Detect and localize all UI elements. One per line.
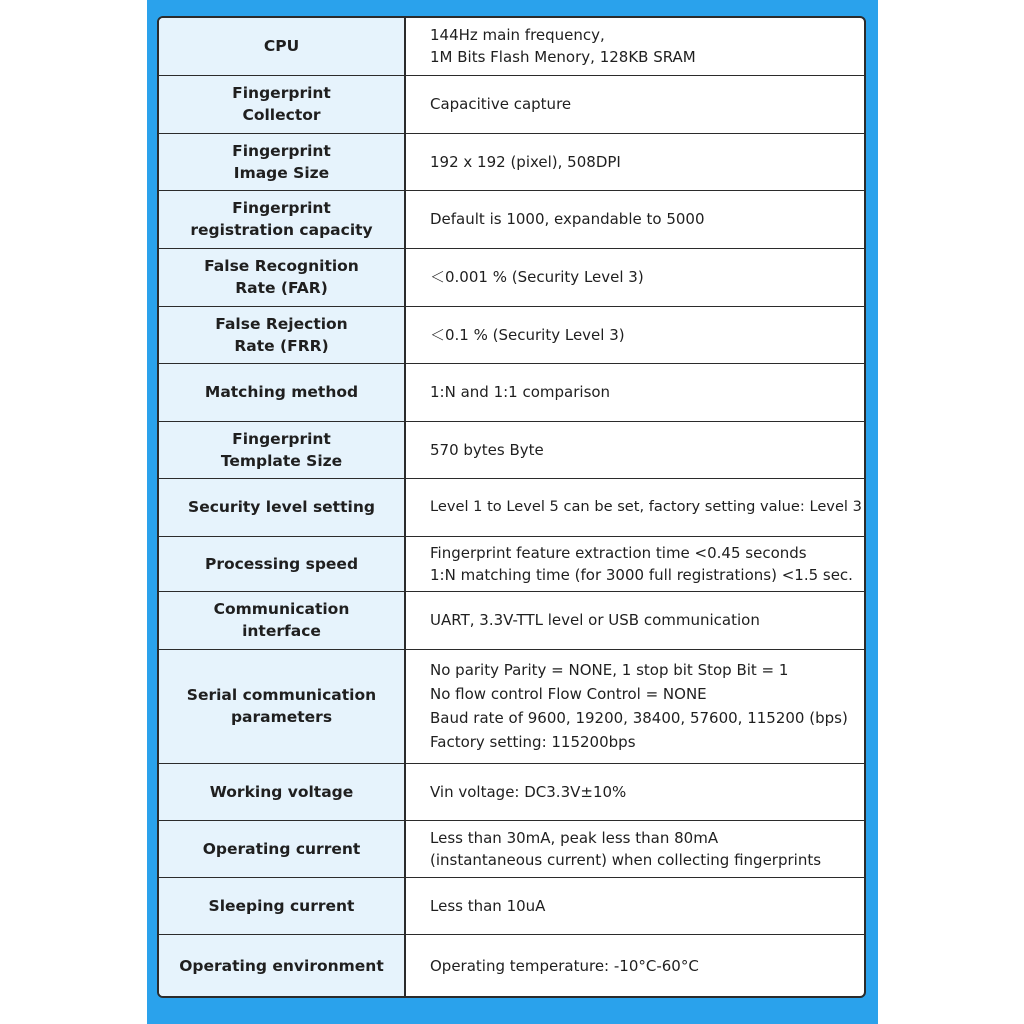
spec-value-cpu: 144Hz main frequency, 1M Bits Flash Menory, 128KB SRAM	[405, 18, 864, 75]
spec-value-processing-speed: Fingerprint feature extraction time <0.45 seconds 1:N matching time (for 3000 full registrations) <1.5 sec.	[405, 536, 864, 591]
spec-label-template-size: Fingerprint Template Size	[159, 421, 405, 478]
spec-value-sleeping-current: Less than 10uA	[405, 877, 864, 934]
table-row	[159, 536, 864, 591]
table-row	[159, 248, 864, 306]
spec-value-working-voltage: Vin voltage: DC3.3V±10%	[405, 763, 864, 820]
spec-label-matching-method: Matching method	[159, 363, 405, 421]
spec-label-far: False Recognition Rate (FAR)	[159, 248, 405, 306]
spec-label-fingerprint-collector: Fingerprint Collector	[159, 75, 405, 133]
table-row	[159, 478, 864, 536]
spec-value-security-level: Level 1 to Level 5 can be set, factory setting value: Level 3	[405, 478, 864, 536]
table-row	[159, 75, 864, 133]
spec-table-card	[157, 16, 866, 998]
spec-value-serial-parameters: No parity Parity = NONE, 1 stop bit Stop Bit = 1 No flow control Flow Control = NONE Baud rate of 9600, 19200, 38400, 57600, 115200 (bps) Factory setting: 115200bps	[405, 649, 864, 763]
spec-label-frr: False Rejection Rate (FRR)	[159, 306, 405, 363]
spec-value-template-size: 570 bytes Byte	[405, 421, 864, 478]
table-row	[159, 591, 864, 649]
table-row	[159, 649, 864, 763]
spec-value-image-size: 192 x 192 (pixel), 508DPI	[405, 133, 864, 190]
spec-label-communication-interface: Communication interface	[159, 591, 405, 649]
table-row	[159, 934, 864, 998]
spec-value-communication-interface: UART, 3.3V-TTL level or USB communication	[405, 591, 864, 649]
spec-value-fingerprint-collector: Capacitive capture	[405, 75, 864, 133]
table-row	[159, 18, 864, 75]
spec-value-matching-method: 1:N and 1:1 comparison	[405, 363, 864, 421]
spec-label-operating-environment: Operating environment	[159, 934, 405, 998]
spec-label-registration-capacity: Fingerprint registration capacity	[159, 190, 405, 248]
table-row	[159, 190, 864, 248]
spec-table	[159, 18, 864, 998]
table-row	[159, 877, 864, 934]
spec-value-far: ＜0.001 % (Security Level 3)	[405, 248, 864, 306]
spec-label-serial-parameters: Serial communication parameters	[159, 649, 405, 763]
table-row	[159, 133, 864, 190]
table-row	[159, 363, 864, 421]
spec-label-image-size: Fingerprint Image Size	[159, 133, 405, 190]
spec-label-operating-current: Operating current	[159, 820, 405, 877]
spec-label-working-voltage: Working voltage	[159, 763, 405, 820]
table-row	[159, 763, 864, 820]
spec-label-cpu: CPU	[159, 18, 405, 75]
spec-label-processing-speed: Processing speed	[159, 536, 405, 591]
spec-label-sleeping-current: Sleeping current	[159, 877, 405, 934]
spec-label-security-level: Security level setting	[159, 478, 405, 536]
table-row	[159, 820, 864, 877]
table-row	[159, 306, 864, 363]
spec-value-operating-current: Less than 30mA, peak less than 80mA (instantaneous current) when collecting fingerprints	[405, 820, 864, 877]
spec-value-registration-capacity: Default is 1000, expandable to 5000	[405, 190, 864, 248]
spec-value-operating-environment: Operating temperature: -10°C-60°C	[430, 957, 699, 976]
spec-value-frr: ＜0.1 % (Security Level 3)	[405, 306, 864, 363]
table-row	[159, 421, 864, 478]
